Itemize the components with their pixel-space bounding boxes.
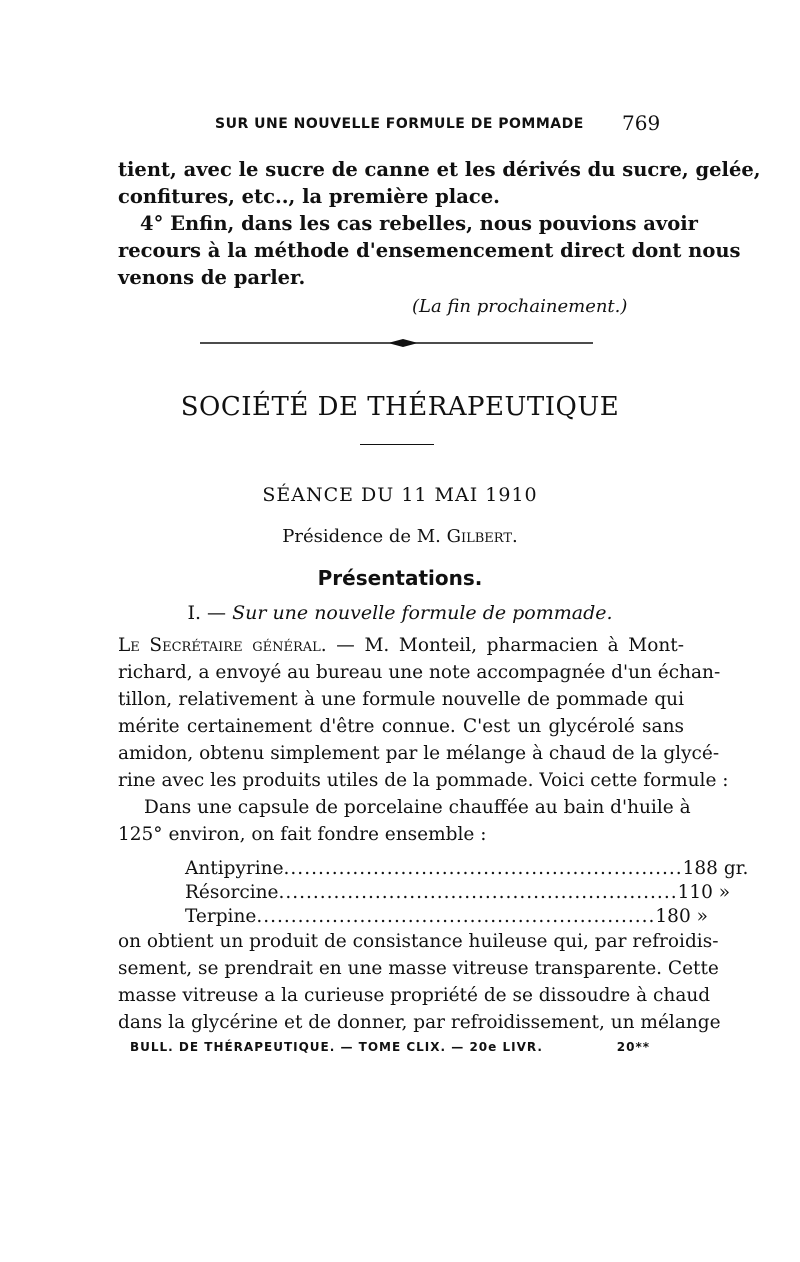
decorative-rule: [200, 338, 593, 348]
formula-ingredient: Antipyrine: [185, 858, 284, 879]
body-line-6: rine avec les produits utiles de la pommade. Voici cette formule :: [118, 770, 729, 791]
conclusion-line-1: on obtient un produit de consistance huileuse qui, par refroidis-: [118, 931, 719, 952]
body-line-4: mérite certainement d'être connue. C'est un glycérolé sans: [118, 716, 684, 737]
body-line-1-text: — M. Monteil, pharmacien à Mont-: [326, 635, 684, 656]
footer-journal: BULL. DE THÉRAPEUTIQUE. — TOME CLIX. — 20e LIVR.: [130, 1040, 543, 1054]
formula-row: [185, 882, 731, 903]
presidence: [0, 526, 800, 547]
formula-ingredient: Résorcine: [185, 882, 279, 903]
body-line-2: richard, a envoyé au bureau une note accompagnée d'un échan-: [118, 662, 721, 683]
body-line-7: Dans une capsule de porcelaine chauffée au bain d'huile à: [144, 797, 691, 818]
intro-line-5: venons de parler.: [118, 266, 306, 289]
body-line-5: amidon, obtenu simplement par le mélange à chaud de la glycé-: [118, 743, 720, 764]
presidence-prefix: Présidence de M.: [282, 526, 447, 547]
page-footer: [130, 1040, 650, 1054]
item-title: Sur une nouvelle formule de pommade.: [232, 602, 613, 624]
short-divider: [360, 444, 434, 445]
leader-dots: ..........................................................: [256, 906, 656, 927]
leader-dots: ..........................................................: [278, 882, 678, 903]
speaker: Le Secrétaire général.: [118, 635, 327, 656]
running-title: SUR UNE NOUVELLE FORMULE DE POMMADE: [215, 116, 584, 132]
intro-line-1: tient, avec le sucre de canne et les dérivés du sucre, gelée,: [118, 158, 761, 181]
president-name: Gilbert.: [446, 526, 518, 547]
formula-quantity: 180 »: [655, 906, 708, 927]
body-line-8: 125° environ, on fait fondre ensemble :: [118, 824, 487, 845]
formula-ingredient: Terpine: [185, 906, 257, 927]
body-line-3: tillon, relativement à une formule nouvelle de pommade qui: [118, 689, 684, 710]
seance-date: SÉANCE DU 11 MAI 1910: [262, 484, 538, 506]
presentations-heading: Présentations.: [317, 566, 483, 590]
page-number: 769: [622, 111, 661, 135]
formula-row: [185, 906, 708, 927]
formula-row: [185, 858, 749, 879]
leader-dots: ..........................................................: [283, 858, 683, 879]
body-line-1: [118, 635, 684, 657]
conclusion-line-2: sement, se prendrait en une masse vitreuse transparente. Cette: [118, 958, 719, 979]
conclusion-line-4: dans la glycérine et de donner, par refroidissement, un mélange: [118, 1012, 721, 1033]
section-title: SOCIÉTÉ DE THÉRAPEUTIQUE: [180, 392, 620, 422]
intro-line-2: confitures, etc.., la première place.: [118, 185, 500, 208]
conclusion-line-3: masse vitreuse a la curieuse propriété de se dissoudre à chaud: [118, 985, 711, 1006]
item-heading: [0, 602, 800, 624]
item-number: I. —: [187, 602, 233, 624]
footer-signature: 20**: [616, 1040, 650, 1054]
formula-quantity: 110 »: [677, 882, 731, 903]
intro-line-3: 4° Enfin, dans les cas rebelles, nous pouvions avoir: [140, 212, 698, 235]
intro-line-4: recours à la méthode d'ensemencement direct dont nous: [118, 239, 741, 262]
formula-quantity: 188 gr.: [682, 858, 749, 879]
continuation-note: (La fin prochainement.): [412, 296, 628, 317]
